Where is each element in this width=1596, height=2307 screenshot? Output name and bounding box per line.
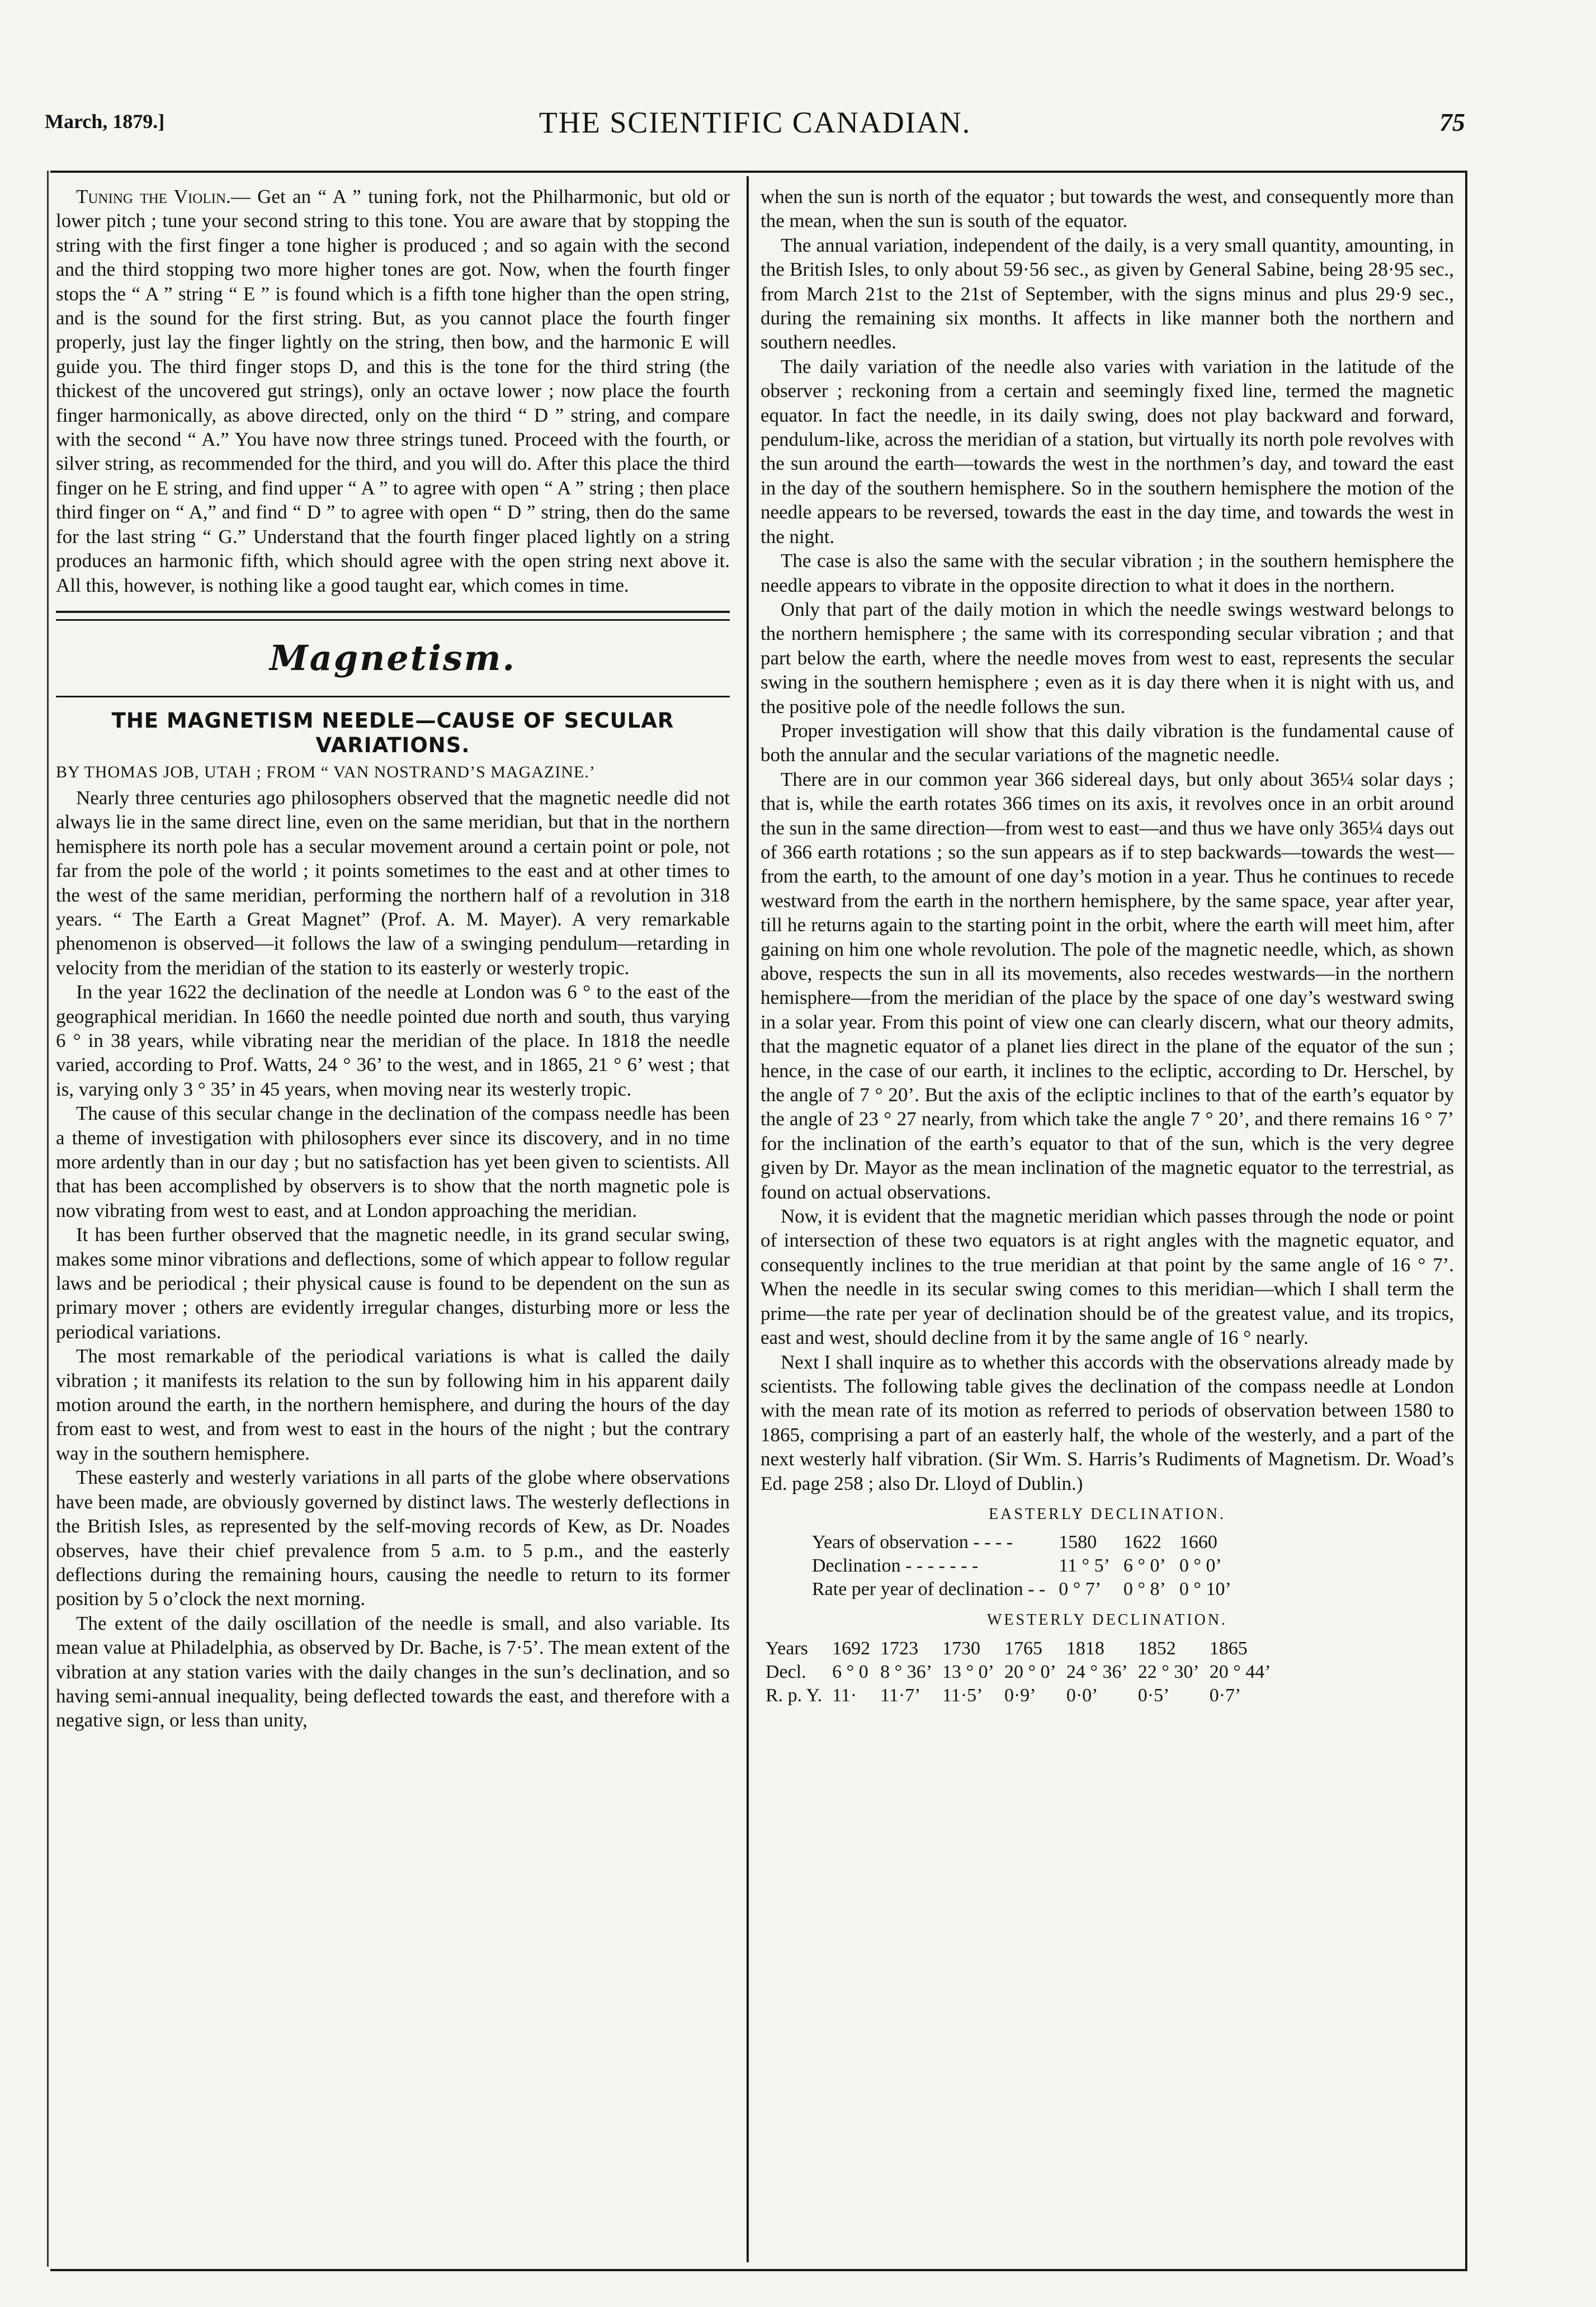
table-cell: 11·7’	[880, 1685, 921, 1706]
table-cell: 1765	[1004, 1638, 1042, 1659]
table-row	[805, 1554, 1238, 1578]
table-row	[761, 1637, 1276, 1660]
table-cell: 0 ° 8’	[1123, 1579, 1166, 1600]
article-paragraph: Nearly three centuries ago philosophers observed that the magnetic needle did not always lie in the same direct line, even on the same meridian, but that in the northern hemisphere its north pole has a secular movement around a certain point or pole, not far from the pole of the world ; it points sometimes to the east and at other times to the west of the same meridian, performing the northern half of a revolution in 318 years. “ The Earth a Great Magnet” (Prof. A. M. Mayer). A very remarkable phenomenon is observed—it follows the law of a swinging pendulum—retarding in velocity from the meridian of the station to its easterly or westerly tropic.	[56, 786, 730, 979]
table-cell: 8 ° 36’	[880, 1661, 933, 1682]
article-paragraph: Only that part of the daily motion in which the needle swings westward belongs to the northern hemisphere ; the same with its corresponding secular vibration ; and that part below the earth, where the needle moves from west to east, represents the secular swing in the southern hemisphere ; even as it is day there when it is night with us, and the positive pole of the needle follows the sun.	[761, 598, 1454, 718]
table-cell: 0 ° 7’	[1059, 1579, 1102, 1600]
table-cell: 20 ° 0’	[1004, 1661, 1056, 1682]
table-row-label: Rate per year of declination - -	[812, 1579, 1046, 1600]
table-cell: 0 ° 10’	[1179, 1579, 1231, 1600]
table-cell: 1730	[942, 1638, 981, 1659]
table-cell: 0·9’	[1004, 1685, 1036, 1706]
article-paragraph: These easterly and westerly variations in all parts of the globe where observations have been made, are obviously governed by distinct laws. The westerly deflections in the British Isles, as represented by the self-moving records of Kew, as Dr. Noades observes, have their chief prevalence from 5 a.m. to 5 p.m., and the easterly deflections during the remaining hours, causing the needle to return to its former position by 5 o’clock the next morning.	[56, 1466, 730, 1610]
article-title: THE MAGNETISM NEEDLE—CAUSE OF SECULAR VARIATIONS.	[111, 708, 674, 757]
table-row	[761, 1660, 1276, 1684]
easterly-declination-table	[805, 1531, 1238, 1601]
publication-title: THE SCIENTIFIC CANADIAN.	[539, 106, 971, 139]
article-paragraph: The annual variation, independent of the daily, is a very small quantity, amounting, in the British Isles, to only about 59·56 sec., as given by General Sabine, being 28·95 sec., from March 21st to the 21st of September, with the signs minus and plus 29·9 sec., during the remaining six months. It affects in like manner both the northern and southern needles.	[761, 234, 1454, 353]
table-cell: 1622	[1123, 1532, 1161, 1553]
table-row	[761, 1684, 1276, 1707]
table-cell: 1818	[1066, 1638, 1104, 1659]
westerly-declination-table	[761, 1637, 1276, 1707]
article-paragraph: The cause of this secular change in the declination of the compass needle has been a theme of investigation with philosophers ever since its discovery, and in no time more ardently than in our day ; but no satisfaction has yet been given to scientists. All that has been accomplished by observers is to show that the north magnetic pole is now vibrating from west to east, and at London approaching the meridian.	[56, 1102, 730, 1221]
heading-divider	[56, 696, 730, 697]
article-byline: BY THOMAS JOB, UTAH ; FROM “ VAN NOSTRAND’S MAGAZINE.’	[56, 762, 596, 781]
page-frame-left-edge	[47, 171, 49, 2267]
table-row-label: Years of observation - - - -	[812, 1532, 1013, 1553]
article-paragraph: The daily variation of the needle also varies with variation in the latitude of the observer ; reckoning from a certain and seemingly fixed line, termed the magnetic equator. In fact the needle, in its daily swing, does not play backward and forward, pendulum-like, across the meridian of a station, but virtually its north pole revolves with the sun around the earth—towards the west in the northmen’s day, and toward the east in the day of the southern hemisphere. So in the southern hemisphere the motion of the needle appears to be reversed, towards the east in the day time, and towards the west in the night.	[761, 355, 1454, 548]
table-cell: 22 ° 30’	[1137, 1661, 1200, 1682]
easterly-table-heading: EASTERLY DECLINATION.	[989, 1505, 1226, 1523]
table-row-label: Decl.	[766, 1661, 806, 1682]
article-paragraph: The case is also the same with the secular vibration ; in the southern hemisphere the needle appears to vibrate in the opposite direction to what it does in the northern.	[761, 550, 1454, 596]
violin-paragraph	[56, 185, 730, 597]
table-cell: 0 ° 0’	[1179, 1555, 1222, 1577]
table-row	[805, 1578, 1238, 1601]
table-cell: 11 ° 5’	[1059, 1555, 1110, 1577]
violin-text: — Get an “ A ” tuning fork, not the Philharmonic, but old or lower pitch ; tune your second string to this tone. You are aware that by stopping the string with the first finger a tone higher is produced ; and so again with the second and the third stopping two more higher tones are got. Now, when the fourth finger stops the “ A ” string “ E ” is found which is a fifth tone higher than the open string, and is the sound for the first string. But, as you cannot place the fourth finger properly, just lay the finger lightly on the string, then bow, and the harmonic E will guide you. The third finger stops D, and this is the tone for the third string (the thickest of the uncovered gut strings), only an octave lower ; now place the fourth finger harmonically, as above directed, only on the third “ D ” string, and compare with the second “ A.” You have now three strings tuned. Proceed with the fourth, or silver string, as recommended for the third, and you will do. After this place the third finger on he E string, and find upper “ A ” to agree with open “ A ” string ; then place third finger on “ A,” and find “ D ” to agree with open “ D ” string, then do the same for the last string “ G.” Understand that the fourth finger placed lightly on a string produces an harmonic fifth, which should agree with the open string next above it. All this, however, is nothing like a good taught ear, which comes in time.	[56, 186, 730, 596]
westerly-table-heading: WESTERLY DECLINATION.	[986, 1611, 1228, 1629]
table-row	[805, 1531, 1238, 1554]
article-paragraph: It has been further observed that the magnetic needle, in its grand secular swing, makes some minor vibrations and deflections, some of which appear to follow regular laws and be periodical ; their physical cause is found to be dependent on the sun as primary mover ; others are evidently irregular changes, disturbing more or less the periodical variations.	[56, 1224, 730, 1343]
table-cell: 20 ° 44’	[1209, 1661, 1271, 1682]
page-number: 75	[1439, 108, 1465, 136]
table-cell: 1852	[1137, 1638, 1176, 1659]
left-column	[56, 185, 730, 1733]
table-cell: 6 ° 0	[832, 1661, 868, 1682]
table-cell: 24 ° 36’	[1066, 1661, 1128, 1682]
table-cell: 6 ° 0’	[1123, 1555, 1166, 1577]
article-paragraph: The most remarkable of the periodical variations is what is called the daily vibration ; it manifests its relation to the sun by following him in his apparent daily motion around the earth, in the northern hemisphere, and during the hours of the day from east to west, and from west to east in the hours of the night ; but the contrary way in the southern hemisphere.	[56, 1345, 730, 1464]
article-paragraph: Now, it is evident that the magnetic meridian which passes through the node or point of intersection of these two equators is at right angles with the magnetic equator, and consequently inclines to the true meridian at that point by the same angle of 16 ° 7’. When the needle in its secular swing comes to this meridian—which I shall term the prime—the rate per year of declination should be of the greatest value, and its tropics, east and west, should decline from it by the same angle of 16 ° nearly.	[761, 1205, 1454, 1349]
article-paragraph: In the year 1622 the declination of the needle at London was 6 ° to the east of the geographical meridian. In 1660 the needle pointed due north and south, thus varying 6 ° in 38 years, while vibrating near the meridian of the place. In 1818 the needle varied, according to Prof. Watts, 24 ° 36’ to the west, and in 1865, 21 ° 6’ west ; that is, varying only 3 ° 35’ in 45 years, when moving near its westerly tropic.	[56, 981, 730, 1100]
column-rule	[747, 176, 749, 2262]
table-cell: 11·5’	[942, 1685, 983, 1706]
left-article-body	[56, 786, 730, 1733]
table-cell: 0·0’	[1066, 1685, 1098, 1706]
table-cell: 11·	[832, 1685, 857, 1706]
article-paragraph: The extent of the daily oscillation of the needle is small, and also variable. Its mean value at Philadelphia, as observed by Dr. Bache, is 7·5’. The mean extent of the vibration at any station varies with the daily changes in the sun’s declination, and so having semi-annual inequality, being deflected towards the east, and therefore with a negative sign, or less than unity,	[56, 1612, 730, 1732]
table-cell: 1660	[1179, 1532, 1217, 1553]
article-paragraph: Proper investigation will show that this daily vibration is the fundamental cause of both the annular and the secular variations of the magnetic needle.	[761, 719, 1454, 766]
table-cell: 1580	[1059, 1532, 1097, 1553]
table-row-label: Declination - - - - - - -	[812, 1555, 979, 1577]
section-divider	[56, 611, 730, 621]
table-cell: 0·5’	[1137, 1685, 1170, 1706]
table-cell: 1692	[832, 1638, 871, 1659]
violin-lead-in: Tuning the Violin.	[76, 186, 231, 207]
table-row-label: Years	[766, 1638, 808, 1659]
issue-date: March, 1879.]	[45, 110, 165, 133]
article-paragraph: when the sun is north of the equator ; but towards the west, and consequently more than the mean, when the sun is south of the equator.	[761, 186, 1454, 232]
table-row-label: R. p. Y.	[766, 1685, 823, 1706]
article-paragraph: Next I shall inquire as to whether this accords with the observations already made by scientists. The following table gives the declination of the compass needle at London with the mean rate of its motion as referred to periods of observation between 1580 to 1865, comprising a part of an easterly half, the whole of the westerly, and a part of the next westerly half vibration. (Sir Wm. S. Harris’s Rudiments of Magnetism. Dr. Woad’s Ed. page 258 ; also Dr. Lloyd of Dublin.)	[761, 1351, 1454, 1494]
table-cell: 1865	[1209, 1638, 1248, 1659]
right-article-body	[761, 185, 1454, 1495]
section-heading: Magnetism.	[270, 637, 516, 678]
table-cell: 0·7’	[1209, 1685, 1241, 1706]
running-head	[45, 100, 1465, 150]
right-column	[761, 185, 1454, 1707]
article-paragraph: There are in our common year 366 sidereal days, but only about 365¼ solar days ; that is, while the earth rotates 366 times on its axis, it revolves once in an orbit around the sun in the same direction—from west to east—and thus we have only 365¼ days out of 366 earth rotations ; so the sun appears as if to step backwards—towards the west—from the earth, to the amount of one day’s motion in a year. Thus he continues to recede westward from the earth in the northern hemisphere, by the same space, year after year, till he returns again to the starting point in the orbit, where the earth will meet him, after gaining on him one whole revolution. The pole of the magnetic needle, which, as shown above, respects the sun in all its movements, also recedes westwards—in the northern hemisphere—from the meridian of the place by the space of one day’s westward swing in a solar year. From this point of view one can clearly discern, what our theory admits, that the magnetic equator of a planet lies direct in the plane of the equator of the sun ; hence, in the case of our earth, it inclines to the ecliptic, according to Dr. Herschel, by the angle of 7 ° 20’. But the axis of the ecliptic inclines to that of the earth’s equator by the angle of 23 ° 27 nearly, from which take the angle 7 ° 20’, and there remains 16 ° 7’ for the inclination of the earth’s equator to that of the sun, which is the very degree given by Dr. Mayor as the mean inclination of the magnetic equator to the terrestrial, as found on actual observations.	[761, 768, 1454, 1203]
table-cell: 13 ° 0’	[942, 1661, 994, 1682]
table-cell: 1723	[880, 1638, 919, 1659]
